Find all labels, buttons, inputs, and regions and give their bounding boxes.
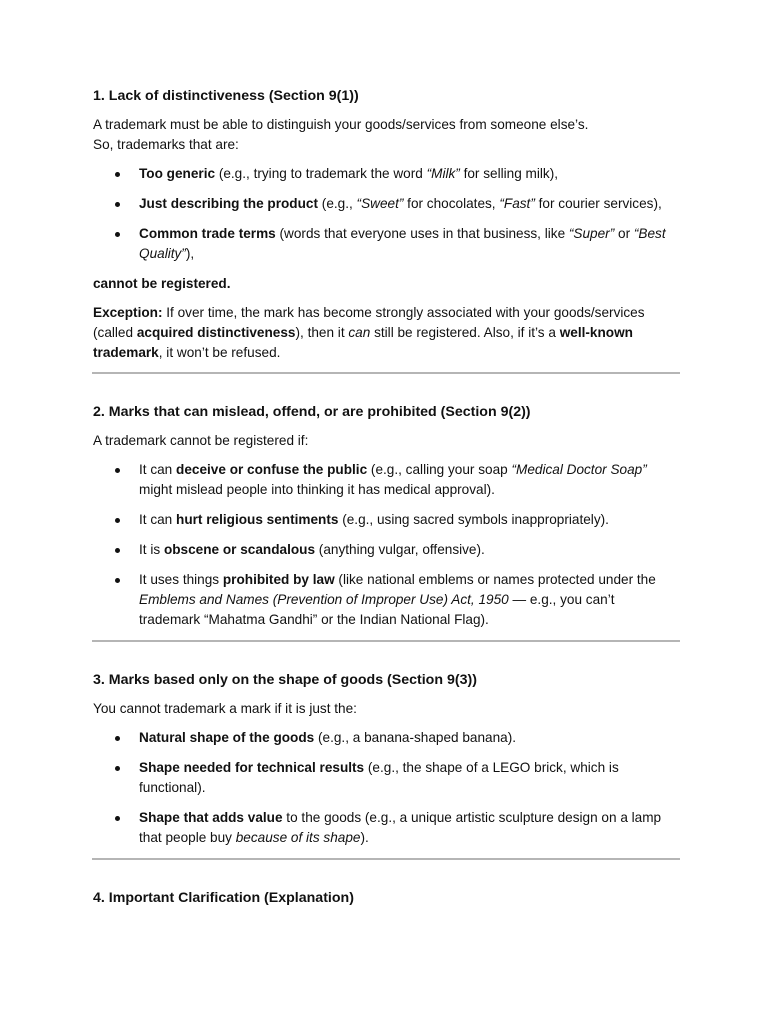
item-bold: Common trade terms: [139, 226, 276, 241]
item-text: for courier services),: [534, 196, 662, 211]
item-text: It is: [139, 542, 164, 557]
section-shape: [93, 670, 677, 848]
list-item: [93, 570, 677, 630]
section-divider: [92, 858, 680, 860]
section-prohibited: [93, 402, 677, 630]
item-italic: “Milk”: [426, 166, 460, 181]
item-text: (e.g., using sacred symbols inappropriately).: [338, 512, 609, 527]
list-item: [93, 194, 677, 214]
intro-line-2: So, trademarks that are:: [93, 137, 239, 152]
section-1-conclusion: [93, 274, 677, 294]
list-item: [93, 540, 677, 560]
exception-bold: acquired distinctiveness: [136, 325, 296, 340]
item-bold: Shape needed for technical results: [139, 760, 365, 775]
list-item: [93, 728, 677, 748]
section-3-intro: You cannot trademark a mark if it is just the:: [93, 701, 357, 716]
conclusion-text: cannot be registered.: [93, 276, 231, 291]
section-distinctiveness: [93, 86, 677, 363]
exception-bold: well-known trademark: [93, 325, 633, 360]
item-bold: Natural shape of the goods: [139, 730, 315, 745]
item-text: (e.g., a banana-shaped banana).: [314, 730, 517, 745]
intro-line-1: A trademark must be able to distinguish your goods/services from someone else’s.: [93, 117, 589, 132]
item-text: might mislead people into thinking it has medical approval).: [139, 482, 495, 497]
item-text: It uses things: [139, 572, 223, 587]
section-3-title: 3. Marks based only on the shape of goods (Section 9(3)): [93, 672, 477, 688]
section-clarification: [93, 888, 677, 908]
item-text: to the goods (e.g., a unique artistic sculpture design on a lamp that people buy: [139, 810, 662, 845]
section-divider: [92, 640, 680, 642]
item-bold: deceive or confuse the public: [176, 462, 368, 477]
section-1-list: [93, 164, 677, 264]
list-item: [93, 224, 677, 264]
item-text: (e.g., trying to trademark the word: [215, 166, 427, 181]
document-content: [93, 86, 677, 917]
item-text: (like national emblems or names protected under the: [334, 572, 656, 587]
exception-text: If over time, the mark has become strongly associated with your goods/services (called: [93, 305, 645, 340]
item-text: for selling milk),: [459, 166, 559, 181]
exception-text: still be registered. Also, if it’s a: [370, 325, 560, 340]
item-text: or: [614, 226, 634, 241]
list-item: [93, 758, 677, 798]
item-text: It can: [139, 462, 177, 477]
item-italic: “Super”: [568, 226, 615, 241]
list-item: [93, 510, 677, 530]
exception-text: ), then it: [295, 325, 349, 340]
item-text: for chocolates,: [403, 196, 500, 211]
section-divider: [92, 372, 680, 374]
exception-text: , it won’t be refused.: [158, 345, 281, 360]
section-2-intro: A trademark cannot be registered if:: [93, 433, 309, 448]
exception-paragraph: [93, 303, 677, 363]
item-italic: because of its shape: [235, 830, 361, 845]
item-bold: obscene or scandalous: [163, 542, 316, 557]
list-item: [93, 460, 677, 500]
section-1-title: 1. Lack of distinctiveness (Section 9(1)): [93, 88, 359, 104]
item-text: ).: [360, 830, 369, 845]
item-bold: hurt religious sentiments: [176, 512, 339, 527]
section-2-title: 2. Marks that can mislead, offend, or are prohibited (Section 9(2)): [93, 404, 531, 420]
section-2-list: [93, 460, 677, 630]
section-3-list: [93, 728, 677, 848]
item-text: (e.g., calling your soap: [367, 462, 512, 477]
list-item: [93, 808, 677, 848]
item-bold: Shape that adds value: [139, 810, 283, 825]
section-1-intro: [93, 115, 677, 155]
item-italic: “Sweet”: [356, 196, 404, 211]
item-bold: Just describing the product: [139, 196, 319, 211]
item-text: (words that everyone uses in that business, like: [275, 226, 569, 241]
item-text: (anything vulgar, offensive).: [315, 542, 485, 557]
item-text: It can: [139, 512, 177, 527]
item-text: (e.g.,: [318, 196, 357, 211]
exception-italic: can: [348, 325, 371, 340]
item-italic: Emblems and Names (Prevention of Improper Use) Act, 1950: [139, 592, 509, 607]
item-italic: “Fast”: [499, 196, 535, 211]
item-bold: Too generic: [139, 166, 216, 181]
item-text: (e.g., the shape of a LEGO brick, which is functional).: [139, 760, 619, 795]
item-text: — e.g., you can’t trademark “Mahatma Gandhi” or the Indian National Flag).: [139, 592, 615, 627]
item-italic: “Best Quality”: [139, 226, 666, 261]
item-bold: prohibited by law: [222, 572, 335, 587]
list-item: [93, 164, 677, 184]
exception-label: Exception:: [93, 305, 163, 320]
section-4-title: 4. Important Clarification (Explanation): [93, 890, 354, 906]
item-italic: “Medical Doctor Soap”: [511, 462, 647, 477]
item-text: ),: [185, 246, 195, 261]
